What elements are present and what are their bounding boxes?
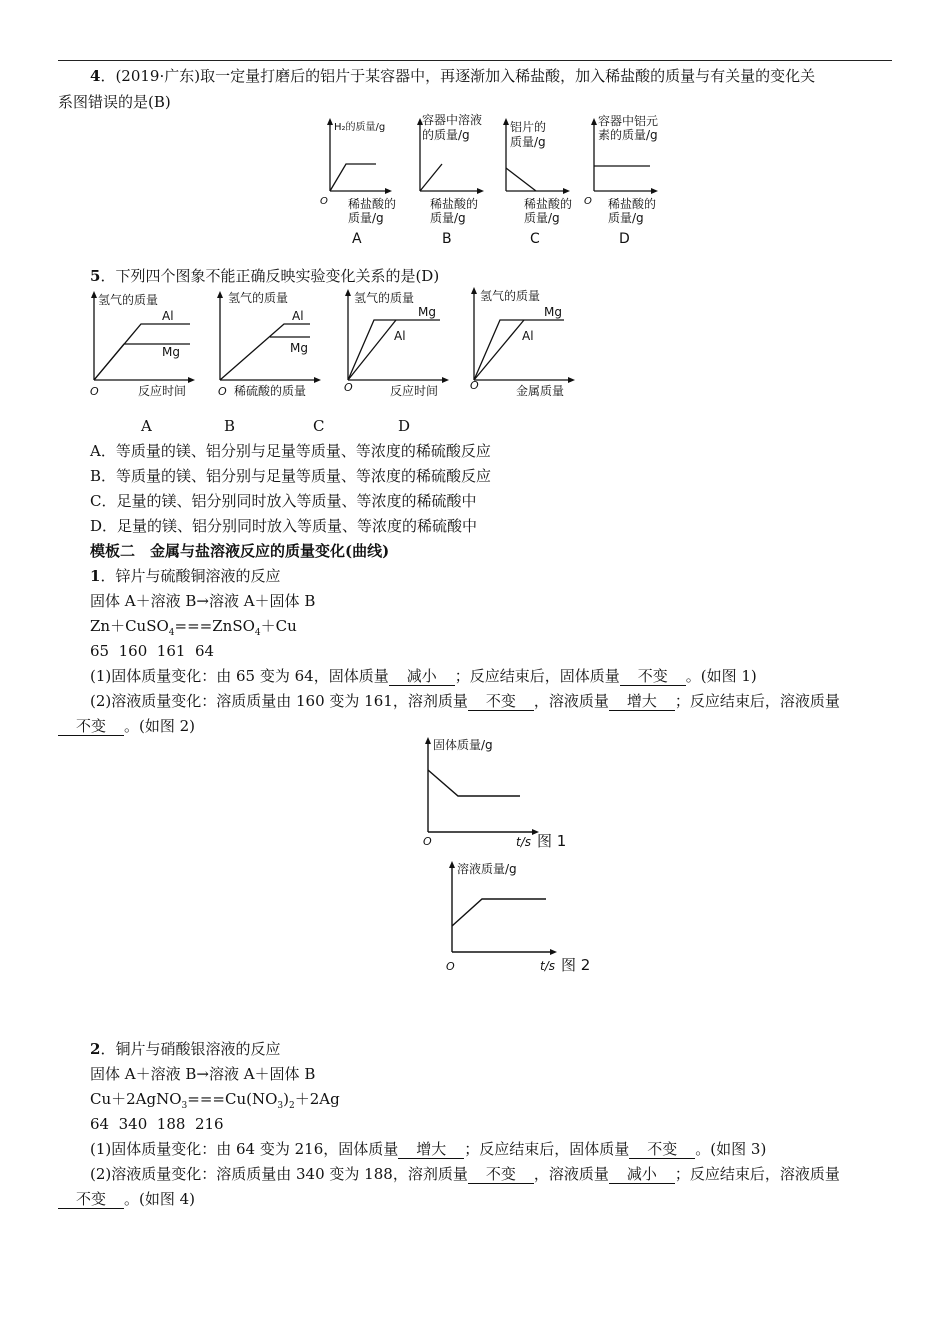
fig1-xlabel: t/s [516,835,531,849]
figure-1 [416,732,616,856]
q4-b-letter: B [442,231,452,247]
p1-title: ．锌片与硫酸铜溶液的反应 [100,567,281,585]
fig1-caption: 图 1 [537,832,567,850]
q4-a-letter: A [352,231,362,247]
q5-text: ．下列四个图象不能正确反映实验变化关系的是(D) [100,267,440,285]
top-rule [58,60,892,61]
q4-d-ylabel2: 素的质量/g [598,128,658,142]
q5-a-xlabel: 反应时间 [138,384,187,398]
p2-number: 2 [90,1040,101,1058]
p2-s2-e: 。(如图 4) [124,1190,196,1208]
q5-option-d: D．足量的镁、铝分别同时放入等质量、等浓度的稀硫酸中 [90,517,478,535]
q4-graph-b [408,112,500,251]
q5-d-ylabel: 氢气的质量 [480,289,541,303]
q5-graph-b [212,288,332,400]
p2-eq-d: ＋2Ag [294,1090,340,1108]
p2-eq-c: ) [283,1090,289,1108]
q4-c-xlabel2: 质量/g [524,211,560,225]
fig2-ylabel: 溶液质量/g [457,862,517,876]
p1-s1-c: ；反应结束后，固体质量 [454,667,620,685]
module2-title: 模板二 金属与盐溶液反应的质量变化(曲线) [90,542,390,560]
q4-b-xlabel1: 稀盐酸的 [430,197,479,211]
q5-letter-c: C [313,417,325,435]
q4-b-ylabel2: 的质量/g [422,128,470,142]
p2-s2-blank3: 不变 [58,1190,124,1209]
p1-eq-b-sub: 4 [254,628,261,638]
p2-title-line [90,1039,280,1059]
p2-s1-blank1: 增大 [398,1140,464,1159]
p2-s1-a: (1)固体质量变化：由 64 变为 216，固体质量 [90,1140,399,1158]
q4-d-xlabel1: 稀盐酸的 [608,197,657,211]
fig2-caption: 图 2 [561,956,591,974]
p1-s1-blank2: 不变 [620,667,686,686]
q5-option-b: B．等质量的镁、铝分别与足量等质量、等浓度的稀硫酸反应 [90,467,492,485]
q5-b-s2: Mg [290,341,308,355]
q5-a-ylabel: 氢气的质量 [98,293,159,307]
q5-b-origin: O [218,385,227,398]
q5-line [90,266,439,286]
p2-s2-blank2: 减小 [609,1165,675,1184]
q5-c-ylabel: 氢气的质量 [354,291,415,305]
p1-eq-a-sub: 4 [168,628,175,638]
p1-sentence2 [90,691,840,711]
q5-graph-c [340,286,460,400]
p1-number: 1 [90,567,101,585]
q4-number: 4 [90,67,101,85]
q5-c-origin: O [344,381,353,394]
q5-d-s2: Al [522,329,534,343]
q5-d-origin: O [470,379,479,392]
fig2-origin: O [446,960,455,973]
p2-eq-a: Cu＋2AgNO [90,1090,182,1108]
p1-s2-blank2: 增大 [609,692,675,711]
q5-a-origin: O [90,385,99,398]
p2-eq-b-sub: 3 [277,1101,284,1111]
p1-eq-b: ===ZnSO [174,617,255,635]
fig1-ylabel: 固体质量/g [433,738,493,752]
q5-option-a: A．等质量的镁、铝分别与足量等质量、等浓度的稀硫酸反应 [90,442,491,460]
p2-sentence2 [90,1164,840,1184]
q5-a-s2: Mg [162,345,180,359]
q4-b-ylabel1: 容器中溶液 [422,113,483,127]
q4-a-xlabel2: 质量/g [348,211,384,225]
q4-graph-c [494,112,586,251]
q5-graph-d [466,284,586,400]
p2-s1-d: 。(如图 3) [695,1140,767,1158]
q4-c-ylabel2: 质量/g [510,135,546,149]
q5-letter-a: A [141,417,152,435]
p1-s2-blank1: 不变 [468,692,534,711]
q4-d-origin: O [584,196,592,207]
fig2-xlabel: t/s [540,959,555,973]
p2-eq-c-sub: 2 [289,1101,295,1111]
q5-graph-a [86,288,206,400]
q5-option-c: C．足量的镁、铝分别同时放入等质量、等浓度的稀硫酸中 [90,492,477,510]
q5-b-xlabel: 稀硫酸的质量 [234,384,307,398]
p1-scheme: 固体 A＋溶液 B→溶液 A＋固体 B [90,592,316,610]
p1-sentence2-cont [58,716,195,736]
p2-eq-a-sub: 3 [181,1101,188,1111]
p2-masses: 64 340 188 216 [90,1115,224,1133]
q5-b-s1: Al [292,309,304,323]
q4-c-ylabel1: 铝片的 [510,120,547,134]
q4-d-xlabel2: 质量/g [608,211,644,225]
p1-s2-e: 。(如图 2) [124,717,196,735]
q5-letter-b: B [224,417,236,435]
q4-graph-d [582,112,682,251]
q5-c-xlabel: 反应时间 [390,384,439,398]
p1-eq-a: Zn＋CuSO [90,617,169,635]
q5-d-s1: Mg [544,305,562,319]
p2-s1-blank2: 不变 [629,1140,695,1159]
p2-s2-c: ，溶液质量 [533,1165,609,1183]
p1-eq-c: ＋Cu [260,617,297,635]
p1-sentence1 [90,666,757,686]
p2-s2-blank1: 不变 [468,1165,534,1184]
q4-b-xlabel2: 质量/g [430,211,466,225]
q4-c-letter: C [530,231,540,247]
p2-s2-a: (2)溶液质量变化：溶质质量由 340 变为 188，溶剂质量 [90,1165,468,1183]
q5-b-ylabel: 氢气的质量 [228,291,289,305]
q5-a-s1: Al [162,309,174,323]
p1-s2-c: ，溶液质量 [533,692,609,710]
p1-equation [90,616,297,643]
p1-s1-blank1: 减小 [389,667,455,686]
p2-sentence1 [90,1139,766,1159]
q4-a-xlabel1: 稀盐酸的 [348,197,397,211]
q4-c-xlabel1: 稀盐酸的 [524,197,573,211]
p1-s2-blank3: 不变 [58,717,124,736]
q4-text-1: ．(2019·广东)取一定量打磨后的铝片于某容器中，再逐渐加入稀盐酸，加入稀盐酸的质量与有关量的变化关 [100,67,816,85]
q4-d-ylabel1: 容器中铝元 [598,114,659,128]
p1-title-line [90,566,280,586]
q4-a-ylabel: H₂的质量/g [334,122,386,133]
p2-s1-c: ；反应结束后，固体质量 [464,1140,630,1158]
p1-s1-a: (1)固体质量变化：由 65 变为 64，固体质量 [90,667,389,685]
p1-s1-d: 。(如图 1) [685,667,757,685]
p1-masses: 65 160 161 64 [90,642,215,660]
q4-line1 [90,66,815,86]
p2-s2-d: ；反应结束后，溶液质量 [674,1165,840,1183]
p2-eq-b: ===Cu(NO [187,1090,278,1108]
q5-c-s2: Al [394,329,406,343]
p1-s2-a: (2)溶液质量变化：溶质质量由 160 变为 161，溶剂质量 [90,692,468,710]
p2-scheme: 固体 A＋溶液 B→溶液 A＋固体 B [90,1065,316,1083]
p2-sentence2-cont [58,1189,195,1209]
q5-c-s1: Mg [418,305,436,319]
p2-equation [90,1089,340,1116]
q5-letter-d: D [398,417,411,435]
q5-d-xlabel: 金属质量 [516,384,565,398]
fig1-origin: O [423,835,432,848]
p1-s2-d: ；反应结束后，溶液质量 [674,692,840,710]
q4-line2: 系图错误的是(B) [58,93,171,111]
q5-number: 5 [90,267,101,285]
p2-title: ．铜片与硝酸银溶液的反应 [100,1040,281,1058]
q4-a-origin: O [320,196,328,207]
figure-2 [440,856,640,980]
q4-d-letter: D [619,231,630,247]
q4-graph-a [316,116,408,251]
